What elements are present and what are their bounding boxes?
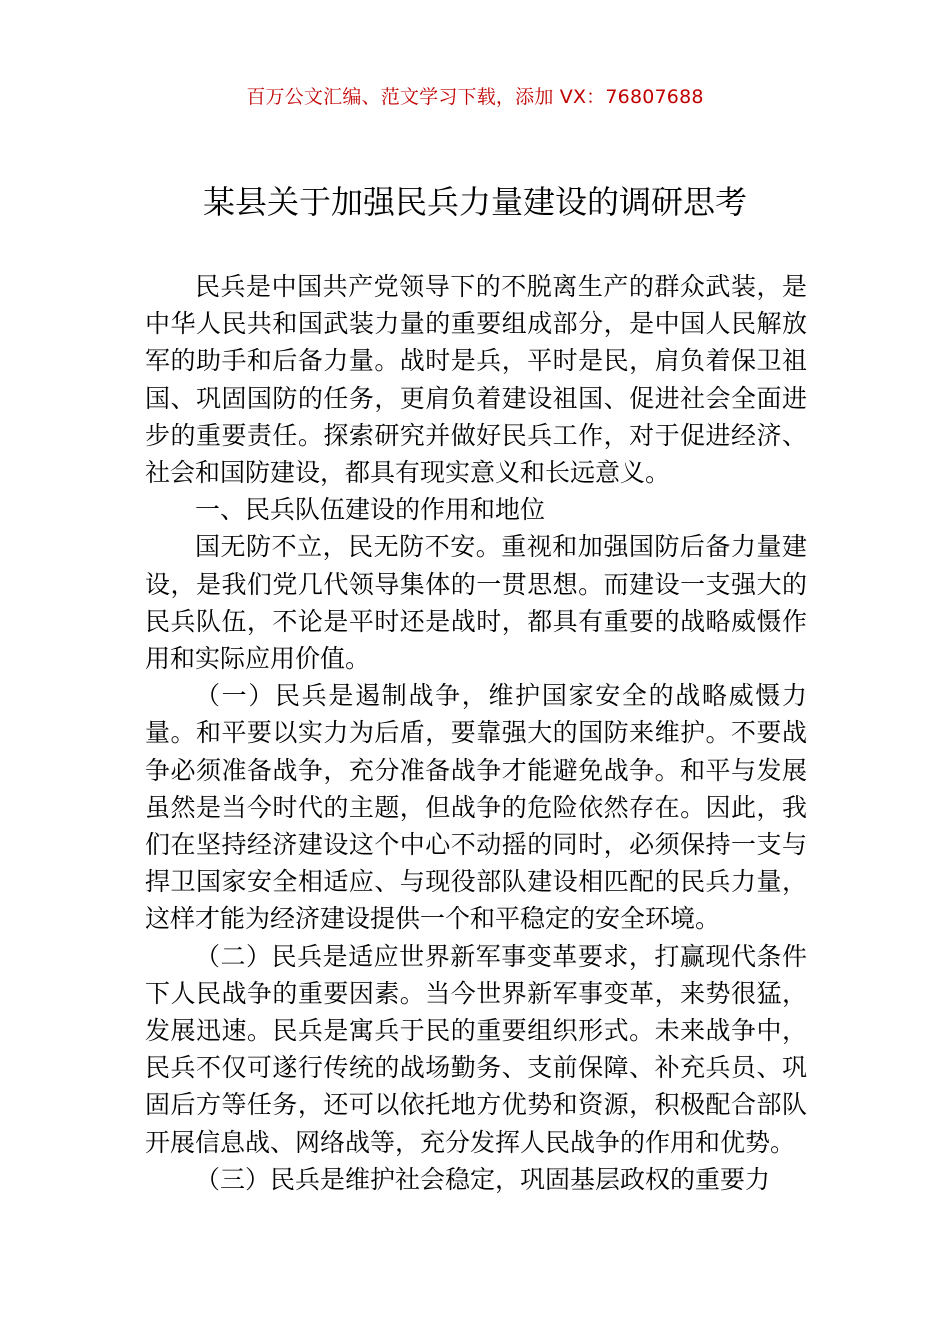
- paragraph-point-2: （二）民兵是适应世界新军事变革要求，打赢现代条件下人民战争的重要因素。当今世界新军事变革，来势很猛，发展迅速。民兵是寓兵于民的重要组织形式。未来战争中，民兵不仅可遂行传统的战场勤务、支前保障、补充兵员、巩固后方等任务，还可以依托地方优势和资源，积极配合部队开展信息战、网络战等，充分发挥人民战争的作用和优势。: [145, 941, 807, 1157]
- page-title: 某县关于加强民兵力量建设的调研思考: [202, 183, 747, 221]
- paragraph-section-1: 国无防不立，民无防不安。重视和加强国防后备力量建设，是我们党几代领导集体的一贯思想。而建设一支强大的民兵队伍，不论是平时还是战时，都具有重要的战略威慑作用和实际应用价值。: [145, 532, 807, 674]
- paragraph-point-1: （一）民兵是遏制战争，维护国家安全的战略威慑力量。和平要以实力为后盾，要靠强大的国防来维护。不要战争必须准备战争，充分准备战争才能避免战争。和平与发展虽然是当今时代的主题，但战争的危险依然存在。因此，我们在坚持经济建设这个中心不动摇的同时，必须保持一支与捍卫国家安全相适应、与现役部队建设相匹配的民兵力量，这样才能为经济建设提供一个和平稳定的安全环境。: [145, 681, 807, 934]
- document-body: [145, 268, 807, 1198]
- download-notice: 百万公文汇编、范文学习下载，添加 VX：76807688: [246, 86, 704, 108]
- section-heading-1: 一、民兵队伍建设的作用和地位: [195, 495, 546, 525]
- paragraph-intro: 民兵是中国共产党领导下的不脱离生产的群众武装，是中华人民共和国武装力量的重要组成部分，是中国人民解放军的助手和后备力量。战时是兵，平时是民，肩负着保卫祖国、巩固国防的任务，更肩负着建设祖国、促进社会全面进步的重要责任。探索研究并做好民兵工作，对于促进经济、社会和国防建设，都具有现实意义和长远意义。: [145, 272, 807, 488]
- paragraph-point-3: （三）民兵是维护社会稳定，巩固基层政权的重要力: [195, 1164, 771, 1194]
